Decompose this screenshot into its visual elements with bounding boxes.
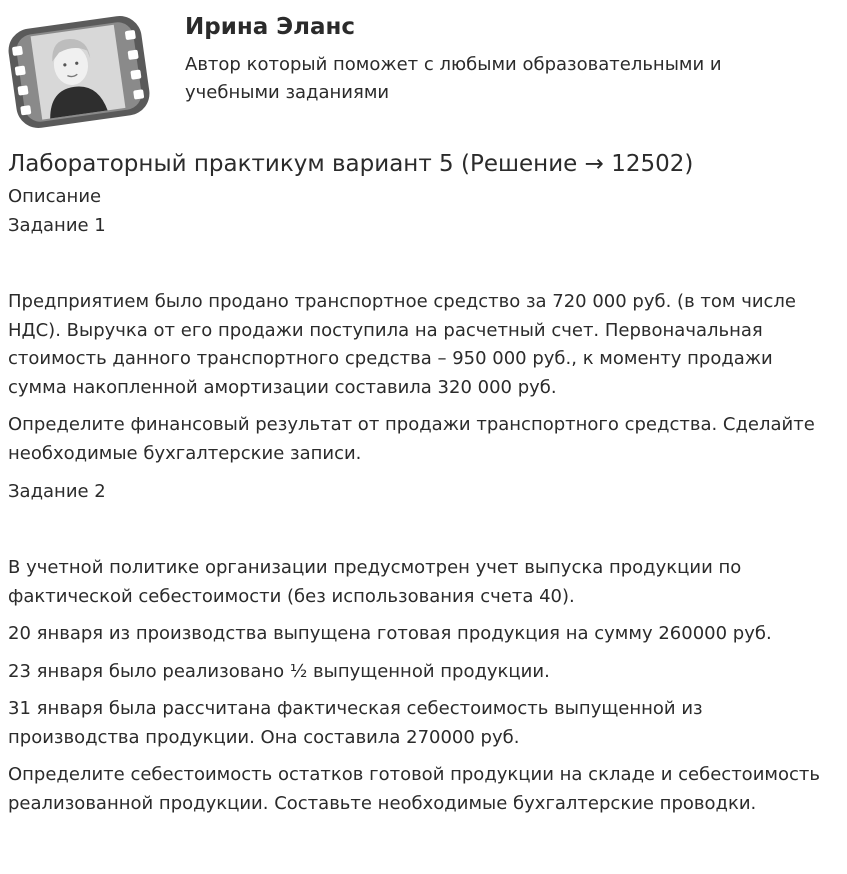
- spacer: [8, 240, 828, 288]
- task2-paragraph-5: Определите себестоимость остатков готовой продукции на складе и себестоимость реализованной продукции. Составьте необходимые бухгалтерские проводки.: [8, 764, 820, 814]
- document-content: [8, 148, 828, 818]
- task2-paragraph-3: 23 января было реализовано ½ выпущенной продукции.: [8, 660, 550, 682]
- task2-heading: Задание 2: [8, 481, 106, 502]
- author-avatar: [6, 8, 152, 128]
- description-label: Описание: [8, 186, 102, 207]
- spacer: [8, 506, 828, 554]
- author-description: Автор который поможет с любыми образовательными и учебными заданиями: [185, 54, 722, 103]
- task1-paragraph-2: Определите финансовый результат от продажи транспортного средства. Сделайте необходимые бухгалтерские записи.: [8, 414, 815, 464]
- task1-paragraph-1: Предприятием было продано транспортное средство за 720 000 руб. (в том числе НДС). Выручка от его продажи поступила на расчетный счет. Первоначальная стоимость данного транспортного средства – 950 000 руб., к моменту продажи сумма накопленной амортизации составила 320 000 руб.: [8, 291, 797, 398]
- page-title: Лабораторный практикум вариант 5 (Решение → 12502): [8, 151, 694, 177]
- task2-paragraph-2: 20 января из производства выпущена готовая продукция на сумму 260000 руб.: [8, 623, 772, 644]
- task2-paragraph-1: В учетной политике организации предусмотрен учет выпуска продукции по фактической себестоимости (без использования счета 40).: [8, 557, 742, 607]
- task1-heading: Задание 1: [8, 215, 106, 236]
- author-card: [0, 0, 847, 135]
- task2-paragraph-4: 31 января была рассчитана фактическая себестоимость выпущенной из производства продукции. Она составила 270000 руб.: [8, 698, 703, 748]
- author-name: Ирина Эланс: [185, 14, 356, 40]
